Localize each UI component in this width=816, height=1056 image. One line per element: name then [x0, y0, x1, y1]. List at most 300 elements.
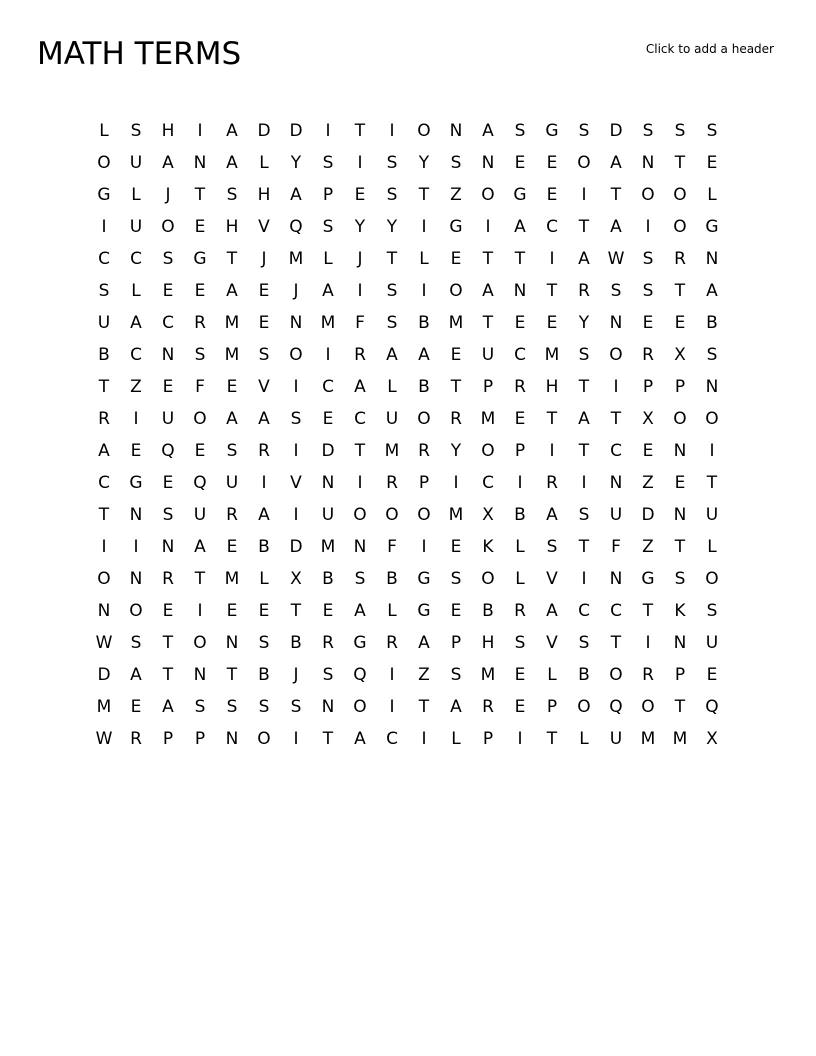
letter-cell[interactable]: Z	[418, 665, 430, 685]
letter-cell[interactable]: T	[418, 185, 430, 205]
letter-cell[interactable]: G	[705, 217, 719, 237]
letter-cell[interactable]: O	[609, 665, 623, 685]
letter-cell[interactable]: O	[129, 601, 143, 621]
letter-cell[interactable]: O	[577, 697, 591, 717]
letter-cell[interactable]: O	[673, 185, 687, 205]
letter-cell[interactable]: E	[450, 601, 462, 621]
letter-cell[interactable]: B	[322, 569, 334, 589]
letter-cell[interactable]: S	[642, 249, 654, 269]
letter-cell[interactable]: I	[293, 441, 299, 461]
letter-cell[interactable]: A	[418, 345, 430, 365]
letter-cell[interactable]: V	[258, 377, 270, 397]
letter-cell[interactable]: A	[706, 281, 718, 301]
letter-cell[interactable]: E	[674, 473, 686, 493]
letter-cell[interactable]: O	[161, 217, 175, 237]
letter-cell[interactable]: O	[481, 185, 495, 205]
letter-cell[interactable]: I	[293, 377, 299, 397]
letter-cell[interactable]: A	[226, 153, 238, 173]
letter-cell[interactable]: Q	[705, 697, 719, 717]
letter-cell[interactable]: J	[261, 249, 267, 269]
letter-cell[interactable]: J	[165, 185, 171, 205]
letter-cell[interactable]: I	[549, 249, 555, 269]
letter-cell[interactable]: Y	[418, 153, 430, 173]
letter-cell[interactable]: O	[385, 505, 399, 525]
letter-cell[interactable]: X	[290, 569, 302, 589]
letter-cell[interactable]: N	[673, 441, 687, 461]
letter-cell[interactable]: D	[257, 121, 271, 141]
letter-cell[interactable]: M	[224, 345, 240, 365]
letter-cell[interactable]: R	[354, 345, 366, 365]
letter-cell[interactable]: L	[131, 281, 141, 301]
letter-cell[interactable]: A	[610, 217, 622, 237]
letter-cell[interactable]: T	[578, 377, 590, 397]
letter-cell[interactable]: T	[482, 313, 494, 333]
letter-cell[interactable]: Q	[161, 441, 175, 461]
letter-cell[interactable]: T	[546, 729, 558, 749]
letter-cell[interactable]: T	[578, 537, 590, 557]
letter-cell[interactable]: A	[98, 441, 110, 461]
letter-cell[interactable]: O	[609, 345, 623, 365]
letter-cell[interactable]: I	[357, 473, 363, 493]
letter-cell[interactable]: I	[421, 729, 427, 749]
letter-cell[interactable]: V	[290, 473, 302, 493]
letter-cell[interactable]: W	[607, 249, 625, 269]
letter-cell[interactable]: A	[546, 601, 558, 621]
letter-cell[interactable]: E	[642, 313, 654, 333]
letter-cell[interactable]: C	[514, 345, 526, 365]
letter-cell[interactable]: B	[98, 345, 110, 365]
letter-cell[interactable]: S	[258, 345, 270, 365]
letter-cell[interactable]: T	[578, 217, 590, 237]
letter-cell[interactable]: A	[578, 249, 590, 269]
letter-cell[interactable]: H	[481, 633, 495, 653]
letter-cell[interactable]: A	[354, 601, 366, 621]
letter-cell[interactable]: E	[322, 409, 334, 429]
letter-cell[interactable]: C	[162, 313, 174, 333]
letter-cell[interactable]: A	[162, 153, 174, 173]
letter-cell[interactable]: D	[289, 537, 303, 557]
letter-cell[interactable]: O	[449, 281, 463, 301]
letter-cell[interactable]: C	[610, 441, 622, 461]
letter-cell[interactable]: I	[645, 217, 651, 237]
letter-cell[interactable]: T	[642, 601, 654, 621]
letter-cell[interactable]: S	[514, 633, 526, 653]
letter-cell[interactable]: S	[450, 665, 462, 685]
letter-cell[interactable]: E	[514, 665, 526, 685]
letter-cell[interactable]: D	[609, 121, 623, 141]
letter-cell[interactable]: T	[162, 665, 174, 685]
letter-cell[interactable]: O	[257, 729, 271, 749]
letter-cell[interactable]: T	[386, 249, 398, 269]
letter-cell[interactable]: E	[514, 697, 526, 717]
letter-cell[interactable]: E	[130, 441, 142, 461]
letter-cell[interactable]: T	[674, 281, 686, 301]
letter-cell[interactable]: G	[513, 185, 527, 205]
letter-cell[interactable]: S	[258, 633, 270, 653]
letter-cell[interactable]: I	[133, 537, 139, 557]
letter-cell[interactable]: E	[194, 281, 206, 301]
letter-cell[interactable]: N	[225, 633, 239, 653]
letter-cell[interactable]: E	[322, 601, 334, 621]
letter-cell[interactable]: S	[354, 569, 366, 589]
letter-cell[interactable]: N	[705, 249, 719, 269]
letter-cell[interactable]: Z	[642, 537, 654, 557]
letter-cell[interactable]: U	[705, 505, 719, 525]
letter-cell[interactable]: U	[161, 409, 175, 429]
letter-cell[interactable]: S	[578, 121, 590, 141]
letter-cell[interactable]: T	[674, 537, 686, 557]
letter-cell[interactable]: S	[642, 121, 654, 141]
letter-cell[interactable]: U	[129, 217, 143, 237]
letter-cell[interactable]: E	[258, 601, 270, 621]
letter-cell[interactable]: E	[706, 665, 718, 685]
letter-cell[interactable]: I	[197, 121, 203, 141]
letter-cell[interactable]: N	[481, 153, 495, 173]
letter-cell[interactable]: C	[546, 217, 558, 237]
letter-cell[interactable]: L	[259, 153, 269, 173]
letter-cell[interactable]: T	[98, 377, 110, 397]
letter-cell[interactable]: I	[325, 345, 331, 365]
letter-cell[interactable]: T	[226, 665, 238, 685]
letter-cell[interactable]: I	[517, 729, 523, 749]
letter-cell[interactable]: P	[482, 729, 494, 749]
letter-cell[interactable]: T	[290, 601, 302, 621]
letter-cell[interactable]: S	[450, 569, 462, 589]
letter-cell[interactable]: C	[130, 249, 142, 269]
letter-cell[interactable]: O	[641, 697, 655, 717]
letter-cell[interactable]: F	[195, 377, 205, 397]
letter-cell[interactable]: R	[386, 473, 398, 493]
letter-cell[interactable]: L	[387, 377, 397, 397]
letter-cell[interactable]: N	[225, 729, 239, 749]
letter-cell[interactable]: O	[481, 569, 495, 589]
letter-cell[interactable]: S	[706, 121, 718, 141]
letter-cell[interactable]: I	[485, 217, 491, 237]
letter-cell[interactable]: S	[674, 121, 686, 141]
letter-cell[interactable]: S	[674, 569, 686, 589]
letter-cell[interactable]: E	[258, 281, 270, 301]
letter-cell[interactable]: Q	[353, 665, 367, 685]
letter-cell[interactable]: S	[258, 697, 270, 717]
letter-cell[interactable]: M	[448, 313, 464, 333]
letter-cell[interactable]: S	[386, 313, 398, 333]
letter-cell[interactable]: N	[161, 345, 175, 365]
letter-cell[interactable]: I	[389, 665, 395, 685]
letter-cell[interactable]: R	[226, 505, 238, 525]
letter-cell[interactable]: B	[514, 505, 526, 525]
letter-cell[interactable]: S	[578, 633, 590, 653]
letter-cell[interactable]: S	[322, 217, 334, 237]
letter-cell[interactable]: S	[194, 345, 206, 365]
letter-cell[interactable]: O	[353, 697, 367, 717]
letter-cell[interactable]: A	[546, 505, 558, 525]
letter-cell[interactable]: H	[225, 217, 239, 237]
letter-cell[interactable]: S	[706, 601, 718, 621]
letter-cell[interactable]: W	[95, 633, 113, 653]
letter-cell[interactable]: N	[129, 505, 143, 525]
letter-cell[interactable]: T	[546, 409, 558, 429]
letter-cell[interactable]: O	[97, 153, 111, 173]
letter-cell[interactable]: P	[642, 377, 654, 397]
letter-cell[interactable]: X	[706, 729, 718, 749]
letter-cell[interactable]: R	[450, 409, 462, 429]
letter-cell[interactable]: N	[673, 505, 687, 525]
letter-cell[interactable]: B	[418, 377, 430, 397]
letter-cell[interactable]: C	[610, 601, 622, 621]
letter-cell[interactable]: E	[514, 409, 526, 429]
letter-cell[interactable]: M	[320, 313, 336, 333]
letter-cell[interactable]: G	[449, 217, 463, 237]
letter-cell[interactable]: G	[417, 569, 431, 589]
letter-cell[interactable]: A	[386, 345, 398, 365]
letter-cell[interactable]: T	[98, 505, 110, 525]
letter-cell[interactable]: H	[161, 121, 175, 141]
letter-cell[interactable]: A	[226, 121, 238, 141]
letter-cell[interactable]: B	[418, 313, 430, 333]
letter-cell[interactable]: I	[101, 217, 107, 237]
letter-cell[interactable]: I	[357, 281, 363, 301]
letter-cell[interactable]: S	[226, 185, 238, 205]
letter-cell[interactable]: P	[514, 441, 526, 461]
letter-cell[interactable]: F	[387, 537, 397, 557]
letter-cell[interactable]: R	[642, 665, 654, 685]
letter-cell[interactable]: I	[549, 441, 555, 461]
letter-cell[interactable]: V	[258, 217, 270, 237]
letter-cell[interactable]: T	[514, 249, 526, 269]
letter-cell[interactable]: X	[674, 345, 686, 365]
letter-cell[interactable]: M	[544, 345, 560, 365]
letter-cell[interactable]: M	[672, 729, 688, 749]
letter-cell[interactable]: T	[322, 729, 334, 749]
letter-cell[interactable]: B	[578, 665, 590, 685]
letter-cell[interactable]: T	[674, 697, 686, 717]
letter-cell[interactable]: R	[578, 281, 590, 301]
letter-cell[interactable]: B	[258, 665, 270, 685]
letter-cell[interactable]: S	[546, 537, 558, 557]
letter-cell[interactable]: P	[482, 377, 494, 397]
letter-cell[interactable]: M	[640, 729, 656, 749]
letter-cell[interactable]: N	[193, 153, 207, 173]
letter-cell[interactable]: P	[674, 377, 686, 397]
letter-cell[interactable]: B	[258, 537, 270, 557]
letter-cell[interactable]: R	[514, 377, 526, 397]
letter-cell[interactable]: A	[354, 377, 366, 397]
letter-cell[interactable]: G	[97, 185, 111, 205]
letter-cell[interactable]: E	[514, 153, 526, 173]
letter-cell[interactable]: A	[130, 665, 142, 685]
letter-cell[interactable]: O	[97, 569, 111, 589]
letter-cell[interactable]: S	[194, 697, 206, 717]
letter-cell[interactable]: Y	[386, 217, 398, 237]
letter-cell[interactable]: T	[194, 569, 206, 589]
letter-cell[interactable]: E	[162, 377, 174, 397]
letter-cell[interactable]: S	[290, 697, 302, 717]
letter-cell[interactable]: S	[386, 281, 398, 301]
letter-cell[interactable]: P	[322, 185, 334, 205]
letter-cell[interactable]: H	[257, 185, 271, 205]
letter-cell[interactable]: T	[194, 185, 206, 205]
letter-cell[interactable]: S	[610, 281, 622, 301]
letter-cell[interactable]: I	[293, 729, 299, 749]
letter-cell[interactable]: C	[130, 345, 142, 365]
letter-cell[interactable]: Y	[354, 217, 366, 237]
letter-cell[interactable]: T	[610, 633, 622, 653]
letter-cell[interactable]: M	[288, 249, 304, 269]
letter-cell[interactable]: C	[482, 473, 494, 493]
letter-cell[interactable]: R	[642, 345, 654, 365]
letter-cell[interactable]: O	[673, 217, 687, 237]
letter-cell[interactable]: G	[353, 633, 367, 653]
letter-cell[interactable]: V	[546, 569, 558, 589]
letter-cell[interactable]: O	[417, 505, 431, 525]
letter-cell[interactable]: P	[194, 729, 206, 749]
letter-cell[interactable]: G	[545, 121, 559, 141]
letter-cell[interactable]: N	[673, 633, 687, 653]
letter-cell[interactable]: E	[450, 537, 462, 557]
letter-cell[interactable]: N	[353, 537, 367, 557]
letter-cell[interactable]: I	[101, 537, 107, 557]
letter-cell[interactable]: N	[97, 601, 111, 621]
letter-cell[interactable]: Y	[450, 441, 462, 461]
letter-cell[interactable]: Y	[290, 153, 302, 173]
letter-cell[interactable]: H	[545, 377, 559, 397]
letter-cell[interactable]: A	[258, 505, 270, 525]
letter-cell[interactable]: O	[193, 633, 207, 653]
letter-cell[interactable]: T	[226, 249, 238, 269]
letter-cell[interactable]: O	[481, 441, 495, 461]
letter-cell[interactable]: O	[641, 185, 655, 205]
letter-cell[interactable]: S	[162, 249, 174, 269]
letter-cell[interactable]: I	[581, 569, 587, 589]
letter-cell[interactable]: O	[577, 153, 591, 173]
letter-cell[interactable]: M	[224, 569, 240, 589]
letter-cell[interactable]: I	[421, 217, 427, 237]
letter-cell[interactable]: E	[642, 441, 654, 461]
letter-cell[interactable]: P	[546, 697, 558, 717]
letter-cell[interactable]: L	[515, 537, 525, 557]
letter-cell[interactable]: U	[97, 313, 111, 333]
letter-cell[interactable]: R	[322, 633, 334, 653]
letter-cell[interactable]: C	[578, 601, 590, 621]
letter-cell[interactable]: U	[225, 473, 239, 493]
letter-cell[interactable]: A	[258, 409, 270, 429]
letter-cell[interactable]: A	[130, 313, 142, 333]
letter-cell[interactable]: N	[193, 665, 207, 685]
letter-cell[interactable]: M	[448, 505, 464, 525]
letter-cell[interactable]: I	[389, 121, 395, 141]
letter-cell[interactable]: S	[130, 633, 142, 653]
letter-cell[interactable]: E	[194, 441, 206, 461]
letter-cell[interactable]: S	[322, 153, 334, 173]
letter-cell[interactable]: O	[417, 121, 431, 141]
letter-cell[interactable]: N	[161, 537, 175, 557]
letter-cell[interactable]: T	[162, 633, 174, 653]
letter-cell[interactable]: K	[674, 601, 686, 621]
letter-cell[interactable]: S	[386, 185, 398, 205]
letter-cell[interactable]: N	[129, 569, 143, 589]
letter-cell[interactable]: C	[98, 473, 110, 493]
letter-cell[interactable]: S	[322, 665, 334, 685]
header-placeholder[interactable]: Click to add a header	[645, 42, 774, 56]
letter-cell[interactable]: E	[194, 217, 206, 237]
letter-cell[interactable]: R	[674, 249, 686, 269]
letter-cell[interactable]: A	[418, 633, 430, 653]
letter-cell[interactable]: N	[609, 473, 623, 493]
letter-cell[interactable]: I	[293, 505, 299, 525]
letter-cell[interactable]: U	[385, 409, 399, 429]
letter-cell[interactable]: M	[480, 409, 496, 429]
letter-cell[interactable]: C	[354, 409, 366, 429]
letter-cell[interactable]: I	[453, 473, 459, 493]
letter-cell[interactable]: A	[194, 537, 206, 557]
letter-cell[interactable]: N	[705, 377, 719, 397]
letter-cell[interactable]: L	[323, 249, 333, 269]
letter-cell[interactable]: A	[482, 121, 494, 141]
letter-cell[interactable]: L	[579, 729, 589, 749]
letter-cell[interactable]: N	[321, 697, 335, 717]
letter-cell[interactable]: L	[131, 185, 141, 205]
letter-cell[interactable]: T	[706, 473, 718, 493]
letter-cell[interactable]: S	[386, 153, 398, 173]
letter-cell[interactable]: I	[581, 185, 587, 205]
letter-cell[interactable]: G	[193, 249, 207, 269]
letter-cell[interactable]: Z	[130, 377, 142, 397]
letter-cell[interactable]: R	[194, 313, 206, 333]
letter-cell[interactable]: L	[707, 185, 717, 205]
letter-cell[interactable]: O	[417, 409, 431, 429]
letter-cell[interactable]: B	[706, 313, 718, 333]
letter-cell[interactable]: E	[674, 313, 686, 333]
letter-cell[interactable]: T	[674, 153, 686, 173]
letter-cell[interactable]: P	[674, 665, 686, 685]
letter-cell[interactable]: P	[418, 473, 430, 493]
letter-cell[interactable]: S	[450, 153, 462, 173]
letter-cell[interactable]: R	[130, 729, 142, 749]
letter-cell[interactable]: X	[482, 505, 494, 525]
letter-cell[interactable]: N	[289, 313, 303, 333]
letter-cell[interactable]: T	[482, 249, 494, 269]
letter-cell[interactable]: T	[450, 377, 462, 397]
letter-cell[interactable]: E	[546, 313, 558, 333]
letter-cell[interactable]: D	[321, 441, 335, 461]
letter-cell[interactable]: E	[226, 537, 238, 557]
letter-cell[interactable]: L	[547, 665, 557, 685]
letter-cell[interactable]: Q	[289, 217, 303, 237]
letter-cell[interactable]: D	[97, 665, 111, 685]
letter-cell[interactable]: B	[290, 633, 302, 653]
letter-cell[interactable]: U	[193, 505, 207, 525]
letter-cell[interactable]: L	[259, 569, 269, 589]
letter-cell[interactable]: S	[226, 441, 238, 461]
letter-cell[interactable]: O	[353, 505, 367, 525]
letter-cell[interactable]: F	[355, 313, 365, 333]
letter-cell[interactable]: T	[354, 441, 366, 461]
letter-cell[interactable]: I	[261, 473, 267, 493]
letter-cell[interactable]: E	[546, 153, 558, 173]
letter-cell[interactable]: S	[290, 409, 302, 429]
letter-cell[interactable]: G	[417, 601, 431, 621]
letter-cell[interactable]: T	[610, 409, 622, 429]
letter-cell[interactable]: A	[290, 185, 302, 205]
letter-cell[interactable]: G	[641, 569, 655, 589]
letter-cell[interactable]: I	[645, 633, 651, 653]
letter-cell[interactable]: U	[129, 153, 143, 173]
letter-cell[interactable]: N	[609, 313, 623, 333]
letter-cell[interactable]: O	[193, 409, 207, 429]
letter-cell[interactable]: E	[354, 185, 366, 205]
letter-cell[interactable]: E	[130, 697, 142, 717]
letter-cell[interactable]: D	[641, 505, 655, 525]
